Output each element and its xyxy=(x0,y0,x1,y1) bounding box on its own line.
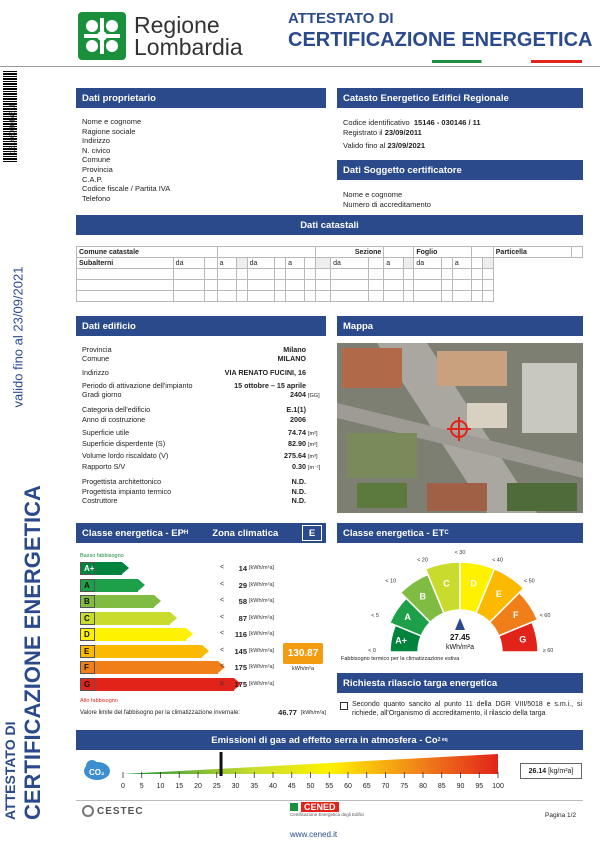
footer-url[interactable]: www.cened.it xyxy=(290,830,338,839)
sezione-label: Sezione xyxy=(316,247,384,258)
edificio-value-wrap xyxy=(283,345,322,354)
edificio-value-wrap xyxy=(292,487,322,496)
ep-value: 130.87 xyxy=(287,648,319,659)
ep-class-outline xyxy=(80,661,95,674)
ep-class-label: F xyxy=(84,663,89,672)
ep-class-scale xyxy=(80,562,330,698)
ep-class-label: A xyxy=(84,580,90,590)
co2-tick-label: 40 xyxy=(269,783,277,790)
da-label: da xyxy=(247,258,275,269)
ep-class-bar xyxy=(80,628,186,641)
a-label: a xyxy=(384,258,403,269)
ep-class-bar xyxy=(80,661,218,674)
region-line2: Lombardia xyxy=(134,34,243,60)
ep-class-unit: [kWh/m²a] xyxy=(249,647,275,654)
ep-class-outline xyxy=(80,678,95,691)
proprietario-field: Ragione sociale xyxy=(82,126,136,136)
ep-class-unit: [kWh/m²a] xyxy=(249,565,275,571)
ep-class-limit xyxy=(207,680,247,689)
ep-class-limit xyxy=(207,597,247,606)
edificio-label: Indirizzo xyxy=(82,367,109,377)
registrato-value: 23/09/2011 xyxy=(384,127,422,137)
cestec-text: CESTEC xyxy=(97,805,144,817)
ep-class-unit: [kWh/m²a] xyxy=(249,614,275,621)
edificio-value: E.1(1) xyxy=(286,405,306,415)
title-line1: ATTESTATO DI xyxy=(288,10,394,27)
vertical-title-line2: CERTIFICAZIONE ENERGETICA xyxy=(20,485,45,820)
catastali-table xyxy=(76,246,583,302)
a-label: a xyxy=(217,258,236,269)
et-gauge xyxy=(337,548,583,658)
edificio-value-wrap xyxy=(286,405,322,414)
ep-class-unit: [kWh/m²a] xyxy=(249,631,275,637)
proprietario-field: Comune xyxy=(82,155,111,165)
cestec-circle-icon xyxy=(82,805,94,817)
edificio-label: Rapporto S/V xyxy=(82,461,126,471)
certificatore-title: Dati Soggetto certificatore xyxy=(343,164,462,176)
proprietario-header xyxy=(76,88,326,108)
edificio-row xyxy=(82,496,322,505)
co2-unit: [kg/m²a] xyxy=(548,767,574,775)
certificatore-field: Numero di accreditamento xyxy=(343,199,431,209)
ep-class-limit xyxy=(207,630,247,639)
edificio-value-wrap xyxy=(292,477,322,486)
ep-class-limit xyxy=(207,647,247,656)
ep-class-outline xyxy=(80,628,95,641)
da-label: da xyxy=(331,258,369,269)
alto-fabbisogno: Alto fabbisogno xyxy=(80,698,118,704)
ep-class-limit-value: 175 xyxy=(234,679,247,689)
ep-class-label: B xyxy=(84,597,90,606)
ep-class-label: A+ xyxy=(84,564,95,573)
ep-class-limit-value: 116 xyxy=(234,630,247,639)
targa-header xyxy=(337,673,583,693)
co2-tick-label: 5 xyxy=(139,783,144,790)
edificio-value: 0.30 xyxy=(292,461,306,471)
classe-et-header xyxy=(337,523,583,543)
edificio-value: 2404 xyxy=(290,390,306,400)
edificio-label: Periodo di attivazione dell'impianto xyxy=(82,380,193,390)
classe-et-sub: C xyxy=(444,530,449,536)
rosa-camuna-icon xyxy=(78,12,126,60)
footer-divider xyxy=(76,800,583,801)
edificio-header xyxy=(76,316,326,336)
ep-class-unit: [kWh/m²a] xyxy=(249,581,275,588)
et-tick-label: < 60 xyxy=(539,612,551,619)
edificio-label: Provincia xyxy=(82,345,112,354)
proprietario-field: C.A.P. xyxy=(82,174,103,184)
cened-mark-icon xyxy=(290,803,298,811)
edificio-value: 74.74 xyxy=(288,428,306,438)
ep-class-outline xyxy=(80,562,95,575)
edificio-value-wrap xyxy=(284,451,322,462)
edificio-label: Superficie disperdente (S) xyxy=(82,439,166,449)
edificio-label: Gradi giorno xyxy=(82,390,122,400)
valido-value: 23/09/2021 xyxy=(387,141,426,151)
edificio-value-wrap xyxy=(292,462,322,473)
codice-label: Codice identificativo xyxy=(343,118,410,127)
edificio-row xyxy=(82,405,322,414)
svg-text:CO₂: CO₂ xyxy=(89,768,105,777)
co2-tick-label: 70 xyxy=(381,783,390,790)
edificio-value: MILANO xyxy=(277,354,306,364)
certificatore-fields xyxy=(343,190,431,209)
vertical-title-line1: ATTESTATO DI xyxy=(2,721,18,820)
co2-tick-label: 30 xyxy=(231,783,240,790)
registrato-label: Registrato il xyxy=(343,127,383,137)
catastali-header xyxy=(76,215,583,235)
co2-tick-label: 15 xyxy=(175,783,184,790)
edificio-value: N.D. xyxy=(291,486,306,496)
da-label: da xyxy=(414,258,442,269)
proprietario-field: Codice fiscale / Partita IVA xyxy=(82,184,171,194)
certificatore-header xyxy=(337,160,583,180)
cened-text: CENED xyxy=(301,802,339,812)
ep-class-label: C xyxy=(84,613,90,623)
co2-value-box xyxy=(520,763,582,779)
document-title xyxy=(288,10,592,52)
et-segment-label: E xyxy=(495,588,502,599)
cestec-logo xyxy=(82,805,144,817)
edificio-value-wrap xyxy=(290,415,322,424)
a-label: a xyxy=(452,258,471,269)
mappa-header xyxy=(337,316,583,336)
zona-label: Zona climatica xyxy=(212,527,279,539)
catastali-title: Dati catastali xyxy=(300,219,359,231)
edificio-value: N.D. xyxy=(291,477,306,487)
proprietario-field: Nome e cognome xyxy=(82,117,142,126)
edificio-row xyxy=(82,462,322,473)
ep-class-limit-value: 87 xyxy=(238,613,247,623)
limite-unit: [kWh/m²a] xyxy=(300,709,326,716)
edificio-value-wrap xyxy=(288,439,322,450)
edificio-label: Volume lordo riscaldato (V) xyxy=(82,450,169,460)
et-value: 27.45 xyxy=(449,633,471,642)
co2-marker xyxy=(220,752,223,776)
co2-tick-label: 25 xyxy=(212,783,221,790)
mappa-title: Mappa xyxy=(343,320,374,332)
limite-value: 46.77 xyxy=(278,708,297,717)
edificio-fields xyxy=(82,345,322,505)
ep-class-outline xyxy=(80,595,95,608)
ep-class-unit: [kWh/m²a] xyxy=(249,664,275,670)
et-segment-label: D xyxy=(470,578,477,589)
edificio-row xyxy=(82,345,322,354)
ep-class-limit-value: 58 xyxy=(238,597,247,606)
region-logo xyxy=(78,12,126,60)
co2-tick-label: 55 xyxy=(325,783,334,790)
ep-class-limit xyxy=(207,663,247,672)
et-caption: Fabbisogno termico per la climatizzazione estiva xyxy=(341,656,460,662)
ep-class-limit xyxy=(207,581,247,590)
limite-label: Valore limite del fabbisogno per la climatizzazione invernale: xyxy=(80,709,240,716)
et-tick-label: < 20 xyxy=(417,557,428,564)
edificio-value-wrap xyxy=(292,496,322,505)
ep-class-operator: < xyxy=(220,597,225,604)
co2-scale xyxy=(118,752,518,796)
ep-class-label: G xyxy=(84,679,91,689)
ep-class-operator: < xyxy=(220,646,225,654)
proprietario-field: Telefono xyxy=(82,193,111,203)
proprietario-field: Indirizzo xyxy=(82,136,110,146)
validity-vertical: valido fino al 23/09/2021 xyxy=(10,266,26,408)
foglio-label: Foglio xyxy=(414,247,472,258)
edificio-unit: [GG] xyxy=(308,393,320,400)
ep-class-outline xyxy=(80,612,95,625)
edificio-label: Comune xyxy=(82,354,110,364)
targa-checkbox[interactable] xyxy=(340,702,348,710)
et-tick-label: < 50 xyxy=(523,578,535,585)
co2-tick-label: 100 xyxy=(492,783,504,790)
edificio-row xyxy=(82,477,322,486)
ep-class-limit xyxy=(207,614,247,623)
edificio-label: Progettista impianto termico xyxy=(82,486,172,496)
title-line2: CERTIFICAZIONE ENERGETICA xyxy=(288,29,593,51)
co2-tick-label: 85 xyxy=(437,783,446,790)
catastali-row-subalterni xyxy=(77,258,583,269)
subalterni-label: Subalterni xyxy=(77,258,174,269)
edificio-value: 15 ottobre – 15 aprile xyxy=(234,380,306,390)
et-segment-label: C xyxy=(443,578,450,589)
aerial-map xyxy=(337,343,583,513)
ep-class-operator: ≥ xyxy=(220,679,224,687)
proprietario-title: Dati proprietario xyxy=(82,92,156,104)
ep-class-unit: [kWh/m²a] xyxy=(249,680,275,687)
et-segment-label: A+ xyxy=(395,635,408,646)
cened-subtitle: Certificazione Energetica degli Edifici xyxy=(290,812,365,817)
edificio-value-wrap xyxy=(278,354,322,363)
edificio-value: 2006 xyxy=(290,414,306,424)
ep-class-label: E xyxy=(84,646,90,656)
ep-value-marker xyxy=(283,643,323,664)
emissioni-header xyxy=(76,730,583,750)
edificio-label: Costruttore xyxy=(82,495,118,505)
certificatore-field: Nome e cognome xyxy=(343,190,403,199)
ep-class-operator: < xyxy=(220,630,225,637)
edificio-value: Milano xyxy=(283,345,306,354)
edificio-label: Categoria dell'edificio xyxy=(82,405,151,415)
catasto-header xyxy=(337,88,583,108)
edificio-row xyxy=(82,390,322,401)
location-marker-icon xyxy=(447,417,471,441)
co2-tick-label: 65 xyxy=(362,783,371,790)
edificio-row xyxy=(82,487,322,496)
et-segment-label: F xyxy=(512,609,519,620)
flag-stripe xyxy=(432,60,582,63)
targa-text: Secondo quanto sancito al punto 11 della DGR VIII/5018 e s.m.i., si richiede, all'Organismo di accreditamento, il rilascio della targa xyxy=(352,701,582,717)
et-tick-label: < 40 xyxy=(492,557,503,564)
et-tick-label: ≥ 60 xyxy=(542,648,554,654)
valido-label: Valido fino al xyxy=(343,141,386,151)
region-name xyxy=(134,14,243,58)
a-label: a xyxy=(286,258,305,269)
header-divider xyxy=(0,66,600,67)
co2-tick-label: 20 xyxy=(194,783,202,790)
co2-tick-label: 35 xyxy=(250,783,259,790)
ep-class-limit-value: 29 xyxy=(238,580,247,590)
ep-class-unit: [kWh/m²a] xyxy=(249,598,275,604)
ep-value-unit: kWh/m²a xyxy=(292,666,314,672)
co2-tick-label: 80 xyxy=(419,783,427,790)
barcode-number: 1514603014611 xyxy=(9,103,17,154)
et-tick-label: < 0 xyxy=(368,648,376,654)
codice-value: 15146 - 030146 / 11 xyxy=(413,118,481,127)
targa-title: Richiesta rilascio targa energetica xyxy=(343,677,498,689)
edificio-row xyxy=(82,428,322,439)
edificio-unit: [m²] xyxy=(308,442,318,449)
cened-logo xyxy=(290,802,364,817)
ep-class-outline xyxy=(80,645,95,658)
edificio-unit: [m⁻¹] xyxy=(308,464,321,471)
edificio-value: N.D. xyxy=(291,495,306,505)
catasto-title: Catasto Energetico Edifici Regionale xyxy=(343,92,509,104)
edificio-value-wrap xyxy=(225,368,322,377)
edificio-value-wrap xyxy=(290,390,322,401)
edificio-label: Superficie utile xyxy=(82,428,130,438)
page-number: Pagina 1/2 xyxy=(545,812,577,819)
edificio-row xyxy=(82,451,322,462)
proprietario-field: Provincia xyxy=(82,164,113,174)
edificio-title: Dati edificio xyxy=(82,320,136,332)
edificio-unit: [m²] xyxy=(308,431,318,438)
zona-value: E xyxy=(302,525,322,541)
classe-ep-title: Classe energetica - EP xyxy=(82,527,184,539)
comune-catastale-label: Comune catastale xyxy=(77,247,218,258)
et-segment-label: A xyxy=(404,611,411,622)
edificio-row xyxy=(82,415,322,424)
co2-value: 26.14 xyxy=(528,767,547,775)
region-line1: Regione xyxy=(134,12,220,38)
ep-class-limit-value: 14 xyxy=(238,564,247,573)
edificio-row xyxy=(82,354,322,363)
co2-tick-label: 10 xyxy=(156,783,165,790)
catasto-info xyxy=(343,118,583,151)
catastali-row-header xyxy=(77,247,583,258)
co2-gradient-wedge xyxy=(123,754,498,774)
ep-class-operator: < xyxy=(220,613,225,621)
ep-class-limit-value: 175 xyxy=(234,663,247,672)
et-tick-label: < 5 xyxy=(371,612,379,619)
ep-class-label: D xyxy=(84,630,90,639)
particella-label: Particella xyxy=(493,247,571,258)
ep-class-bar xyxy=(80,645,202,658)
edificio-row xyxy=(82,381,322,390)
proprietario-field: N. civico xyxy=(82,145,111,155)
ep-class-operator: < xyxy=(220,663,225,670)
da-label: da xyxy=(173,258,205,269)
edificio-value: 275.64 xyxy=(284,450,306,460)
co2-tick-label: 0 xyxy=(121,783,125,790)
ep-class-limit xyxy=(207,564,247,573)
emissioni-sub: 2 eq xyxy=(437,737,448,743)
edificio-unit: [m³] xyxy=(308,453,318,460)
edificio-row xyxy=(82,439,322,450)
co2-tick-label: 75 xyxy=(400,783,409,790)
ep-class-operator: < xyxy=(220,564,225,571)
et-unit: kWh/m²a xyxy=(446,644,474,651)
ep-class-limit-value: 145 xyxy=(234,646,247,656)
classe-ep-sub: H xyxy=(183,530,189,536)
emissioni-title: Emissioni di gas ad effetto serra in atmosfera - Co xyxy=(211,734,438,746)
et-segment-label: G xyxy=(519,634,527,645)
limite-row xyxy=(80,708,326,717)
et-tick-label: < 10 xyxy=(385,578,397,585)
edificio-label: Anno di costruzione xyxy=(82,414,146,424)
basso-fabbisogno: Basso fabbisogno xyxy=(80,553,124,559)
co2-tick-label: 45 xyxy=(287,783,296,790)
ep-class-operator: < xyxy=(220,580,225,588)
co2-cloud-icon xyxy=(82,756,112,782)
edificio-label: Progettista architettonico xyxy=(82,477,162,487)
edificio-value: VIA RENATO FUCINI, 16 xyxy=(224,367,306,377)
co2-tick-label: 60 xyxy=(344,783,352,790)
classe-et-title: Classe energetica - ET xyxy=(343,527,445,539)
edificio-row xyxy=(82,368,322,377)
proprietario-fields xyxy=(82,117,322,203)
ep-class-outline xyxy=(80,579,95,592)
edificio-value-wrap xyxy=(234,381,322,390)
classe-ep-header xyxy=(76,523,326,543)
et-tick-label: < 30 xyxy=(454,550,466,556)
et-segment-label: B xyxy=(419,591,427,602)
edificio-value: 82.90 xyxy=(288,439,306,449)
co2-tick-label: 90 xyxy=(456,783,465,790)
co2-tick-label: 50 xyxy=(306,783,315,790)
co2-tick-label: 95 xyxy=(475,783,484,790)
edificio-value-wrap xyxy=(288,428,322,439)
